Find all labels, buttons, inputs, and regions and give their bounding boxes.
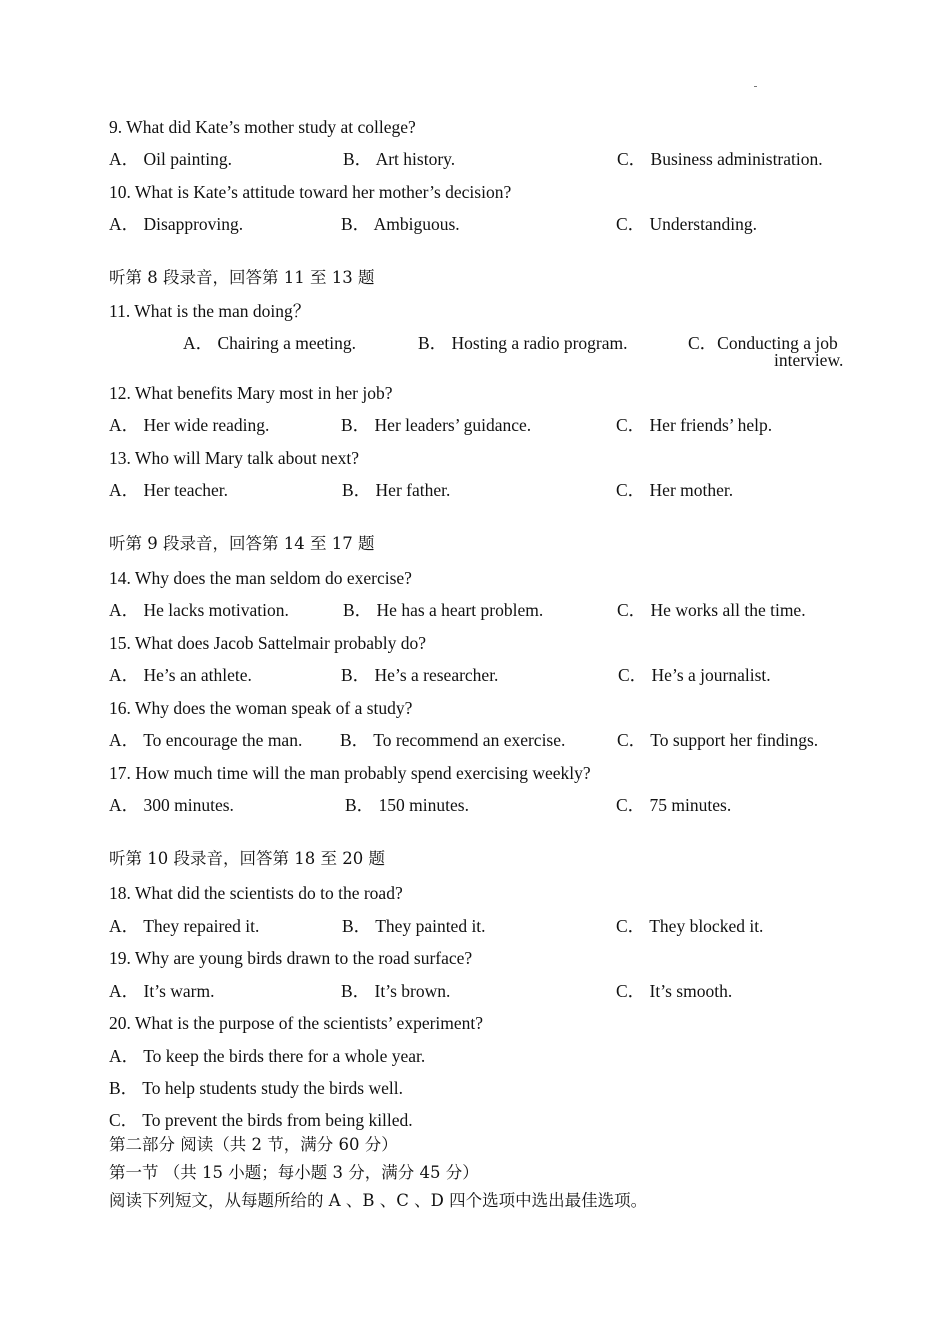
q18-option-b: B． They painted it. bbox=[342, 916, 486, 936]
q14-option-b: B． He has a heart problem. bbox=[343, 600, 544, 620]
part2-section1-title: 第一节 （共 15 小题；每小题 3 分，满分 45 分） bbox=[109, 1163, 479, 1182]
question-19: 19. Why are young birds drawn to the road surface? bbox=[109, 948, 473, 968]
q16-option-b: B． To recommend an exercise. bbox=[340, 730, 566, 750]
q16-option-a: A． To encourage the man. bbox=[109, 730, 303, 750]
q9-option-b: B． Art history. bbox=[343, 149, 456, 169]
part2-title: 第二部分 阅读（共 2 节，满分 60 分） bbox=[109, 1135, 398, 1154]
q15-option-a: A． He’s an athlete. bbox=[109, 665, 252, 685]
q14-option-c: C． He works all the time. bbox=[617, 600, 806, 620]
q11-option-a: A． Chairing a meeting. bbox=[183, 333, 357, 353]
q17-option-b: B． 150 minutes. bbox=[345, 795, 469, 815]
q9-option-a: A． Oil painting. bbox=[109, 149, 232, 169]
q10-option-a: A． Disapproving. bbox=[109, 214, 244, 234]
page-mark bbox=[754, 86, 757, 87]
q12-option-a: A． Her wide reading. bbox=[109, 415, 270, 435]
q13-option-a: A． Her teacher. bbox=[109, 480, 229, 500]
q12-option-c: C． Her friends’ help. bbox=[616, 415, 773, 435]
q9-option-c: C． Business administration. bbox=[617, 149, 823, 169]
q19-option-a: A． It’s warm. bbox=[109, 981, 215, 1001]
q20-option-a: A． To keep the birds there for a whole year. bbox=[109, 1046, 426, 1066]
q15-option-b: B． He’s a researcher. bbox=[341, 665, 499, 685]
q16-option-c: C． To support her findings. bbox=[617, 730, 819, 750]
q18-option-c: C． They blocked it. bbox=[616, 916, 764, 936]
q19-option-b: B． It’s brown. bbox=[341, 981, 451, 1001]
q10-option-b: B． Ambiguous. bbox=[341, 214, 460, 234]
question-18: 18. What did the scientists do to the road? bbox=[109, 883, 403, 903]
section-10-heading: 听第 10 段录音，回答第 18 至 20 题 bbox=[109, 849, 385, 868]
question-10: 10. What is Kate’s attitude toward her mother’s decision? bbox=[109, 182, 512, 202]
question-14: 14. Why does the man seldom do exercise? bbox=[109, 568, 412, 588]
question-16: 16. Why does the woman speak of a study? bbox=[109, 698, 413, 718]
q11-option-c-continued: interview. bbox=[774, 350, 844, 370]
q17-option-c: C． 75 minutes. bbox=[616, 795, 732, 815]
q20-option-c: C． To prevent the birds from being killed. bbox=[109, 1110, 413, 1130]
q11-option-c: C．Conducting a job bbox=[688, 333, 838, 353]
question-20: 20. What is the purpose of the scientists’ experiment? bbox=[109, 1013, 484, 1033]
question-9: 9. What did Kate’s mother study at college? bbox=[109, 117, 416, 137]
q15-option-c: C． He’s a journalist. bbox=[618, 665, 771, 685]
q12-option-b: B． Her leaders’ guidance. bbox=[341, 415, 532, 435]
q13-option-b: B． Her father. bbox=[342, 480, 451, 500]
question-12: 12. What benefits Mary most in her job? bbox=[109, 383, 393, 403]
q11-option-b: B． Hosting a radio program. bbox=[418, 333, 628, 353]
q20-option-b: B． To help students study the birds well. bbox=[109, 1078, 403, 1098]
q14-option-a: A． He lacks motivation. bbox=[109, 600, 289, 620]
question-15: 15. What does Jacob Sattelmair probably do? bbox=[109, 633, 427, 653]
question-13: 13. Who will Mary talk about next? bbox=[109, 448, 359, 468]
question-17: 17. How much time will the man probably spend exercising weekly? bbox=[109, 763, 591, 783]
section-9-heading: 听第 9 段录音，回答第 14 至 17 题 bbox=[109, 534, 375, 553]
part2-instruction: 阅读下列短文，从每题所给的 A 、B 、C 、D 四个选项中选出最佳选项。 bbox=[109, 1191, 648, 1210]
q10-option-c: C． Understanding. bbox=[616, 214, 757, 234]
q17-option-a: A． 300 minutes. bbox=[109, 795, 234, 815]
question-11: 11. What is the man doing？ bbox=[109, 301, 311, 321]
q18-option-a: A． They repaired it. bbox=[109, 916, 260, 936]
q19-option-c: C． It’s smooth. bbox=[616, 981, 733, 1001]
q13-option-c: C． Her mother. bbox=[616, 480, 734, 500]
section-8-heading: 听第 8 段录音，回答第 11 至 13 题 bbox=[109, 268, 375, 287]
